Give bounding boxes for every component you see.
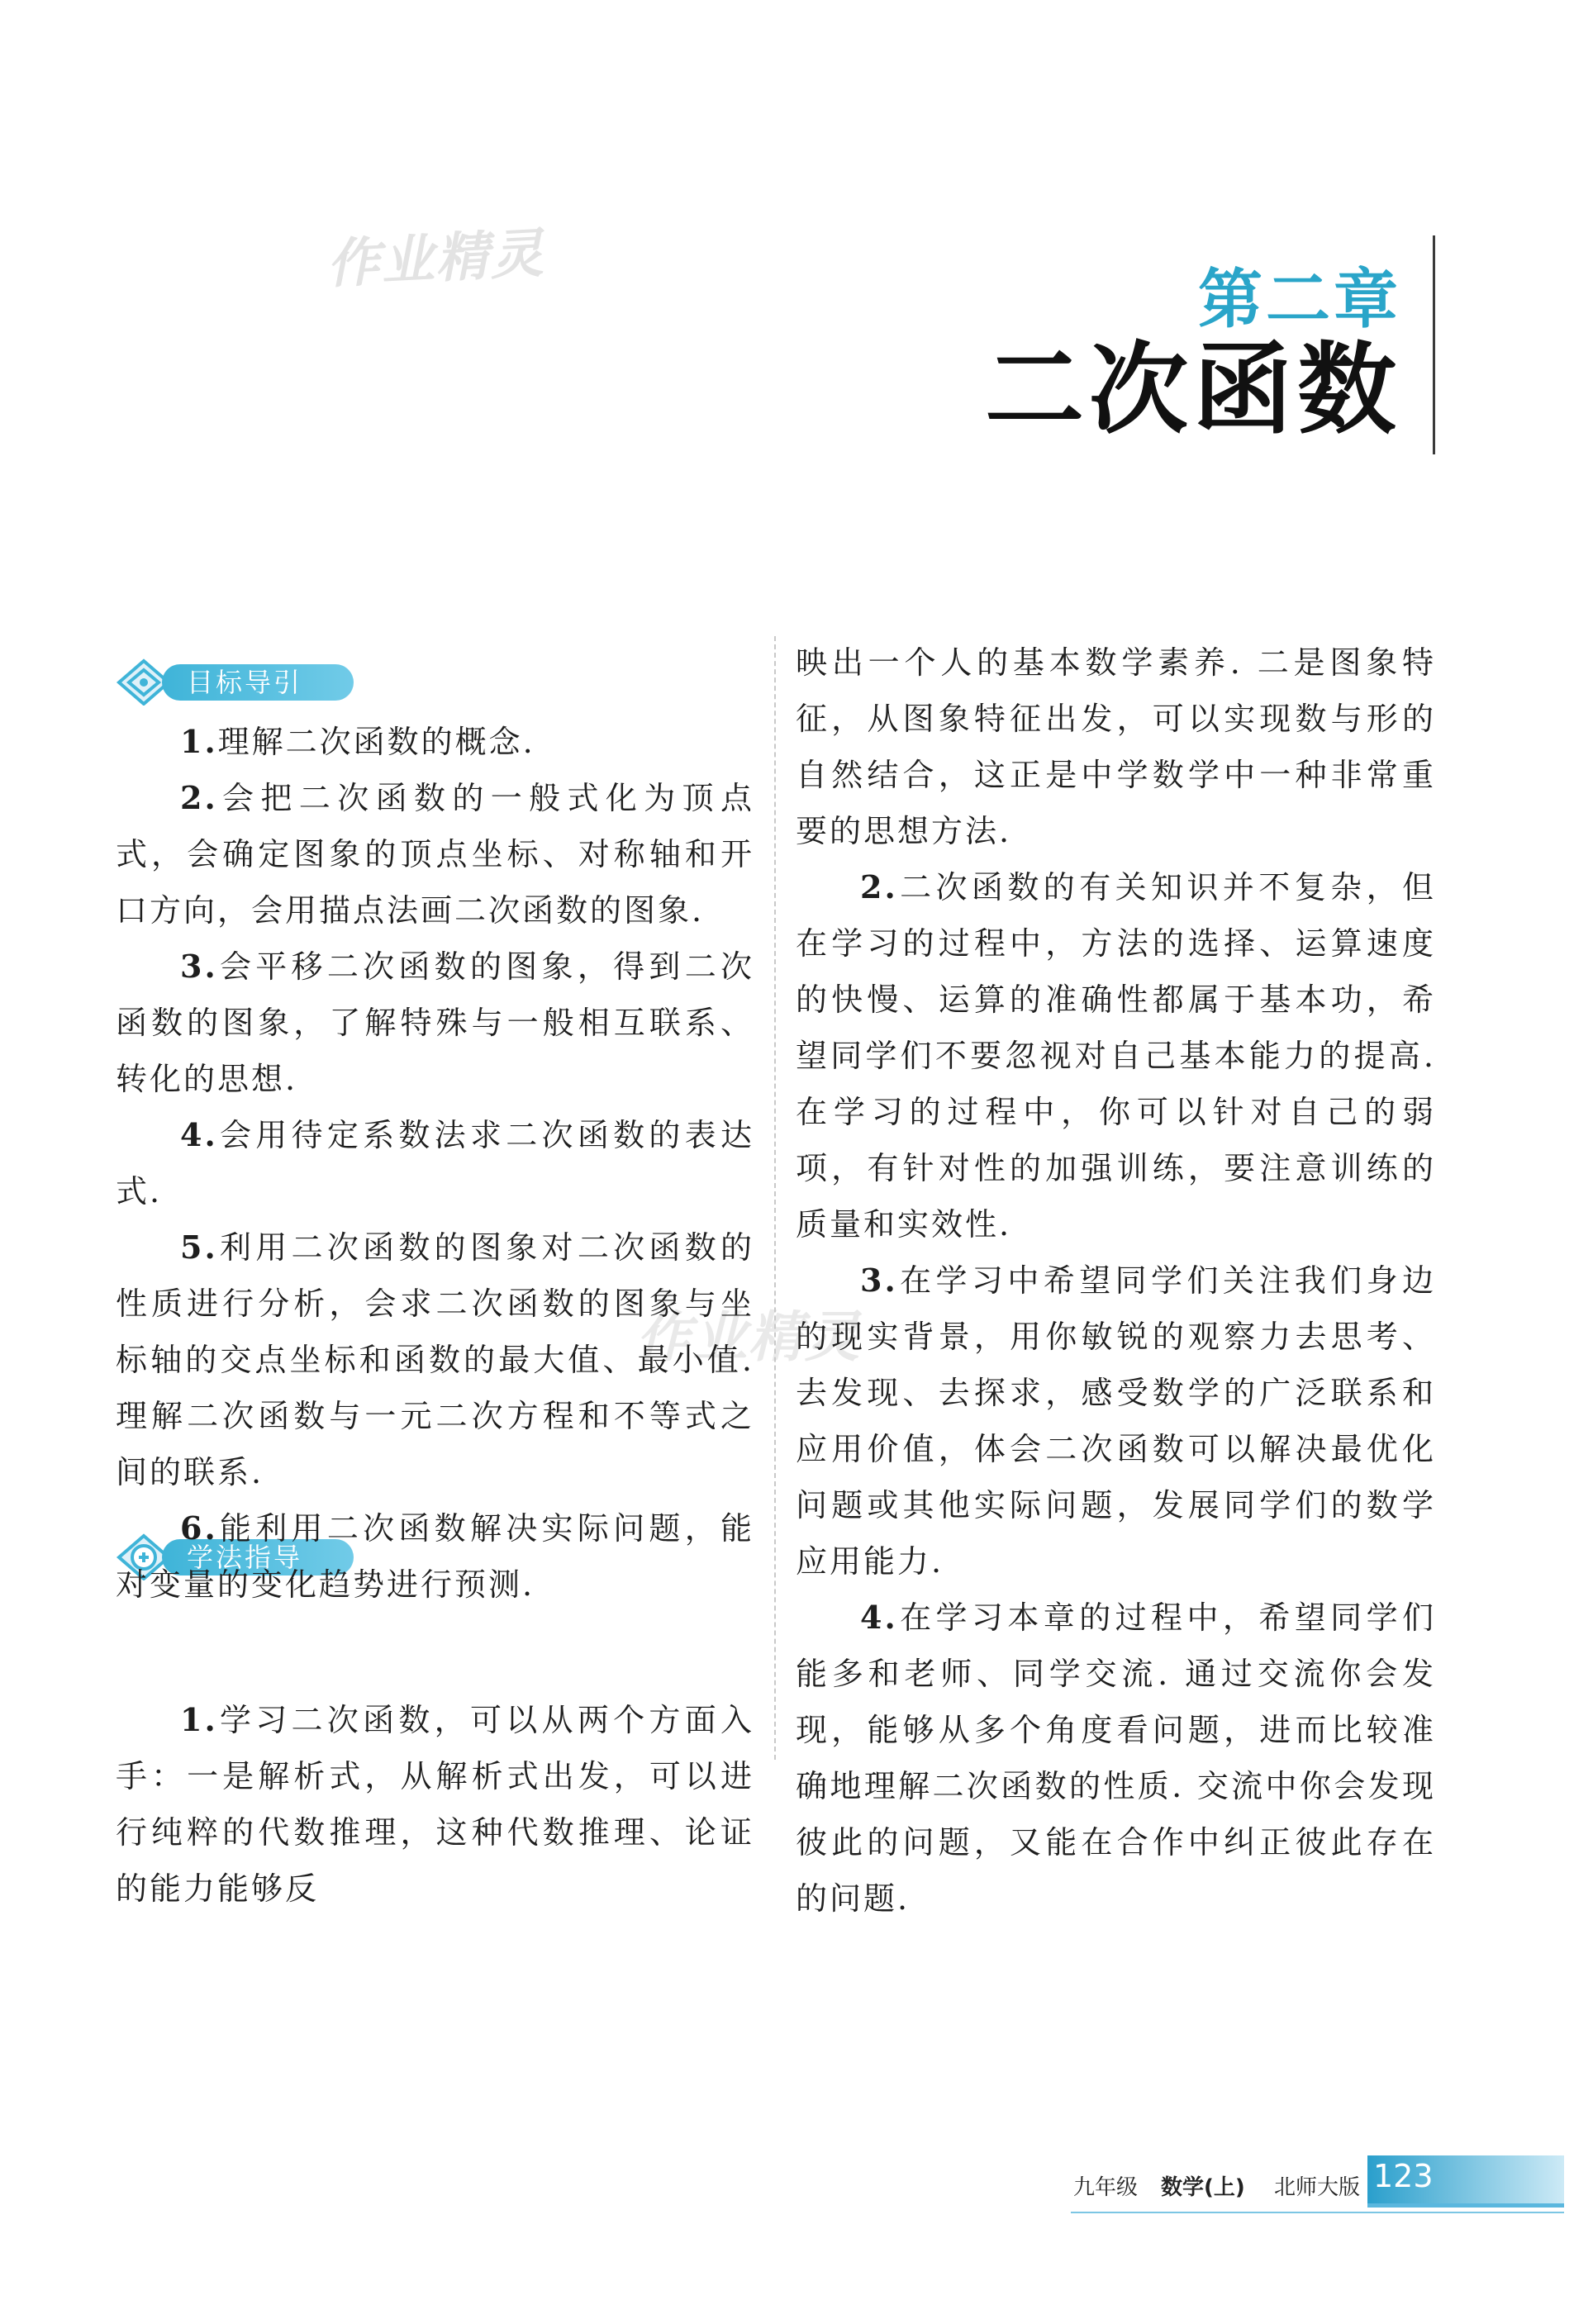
watermark-middle: 作业精灵: [636, 1305, 861, 1369]
chapter-number: 第二章: [1197, 263, 1401, 337]
section-gap: [116, 1613, 754, 1692]
goal-item: 3.会平移二次函数的图象，得到二次函数的图象，了解特殊与一般相互联系、转化的思想.: [116, 948, 754, 1097]
goal-item: 1.理解二次函数的概念.: [180, 723, 535, 760]
goal-item: 6.能利用二次函数解决实际问题，能对变量的变化趋势进行预测.: [116, 1509, 754, 1603]
chapter-title: 二次函数: [985, 331, 1401, 448]
method-item: 1.学习二次函数，可以从两个方面入手：一是解析式，从解析式出发，可以进行纯粹的代数推理，这种代数推理、论证的能力能够反: [116, 1701, 754, 1907]
goal-item: 2.会把二次函数的一般式化为顶点式，会确定图象的顶点坐标、对称轴和开口方向，会用描点法画二次函数的图象.: [116, 779, 754, 929]
section-label-methods: 学法指导: [162, 1539, 354, 1575]
footer-grade: 九年级: [1073, 2175, 1139, 2200]
watermark-top: 作业精灵: [325, 223, 547, 296]
footer-edition: 北师大版: [1274, 2175, 1361, 2200]
goal-item: 4.会用待定系数法求二次函数的表达式.: [116, 1116, 754, 1210]
page-number: 123: [1373, 2158, 1434, 2194]
section-label-goals: 目标导引: [162, 664, 354, 701]
left-column: [116, 714, 754, 1917]
method-item-continued: 映出一个人的基本数学素养. 二是图象特征，从图象特征出发，可以实现数与形的自然结合，这正是中学数学中一种非常重要的思想方法.: [796, 644, 1436, 849]
method-item: 3.在学习中希望同学们关注我们身边的现实背景，用你敏锐的观察力去思考、去发现、去探求，感受数学的广泛联系和应用价值，体会二次函数可以解决最优化问题或其他实际问题，发展同学们的数学应用能力.: [796, 1262, 1436, 1580]
footer-subject: 数学(上): [1161, 2175, 1245, 2200]
footer-rule-accent: [1367, 2203, 1564, 2208]
method-item: 2.二次函数的有关知识并不复杂，但在学习的过程中，方法的选择、运算速度的快慢、运算的准确性都属于基本功，希望同学们不要忽视对自己基本能力的提高. 在学习的过程中，你可以针对自己的弱项，有针对性的加强训练，要注意训练的质量和实效性.: [796, 868, 1436, 1243]
footer-rule: [1071, 2212, 1564, 2213]
right-column: [796, 634, 1436, 1927]
goal-item: 5.利用二次函数的图象对二次函数的性质进行分析，会求二次函数的图象与坐标轴的交点坐标和函数的最大值、最小值. 理解二次函数与一元二次方程和不等式之间的联系.: [116, 1229, 754, 1490]
column-divider: [774, 636, 776, 1760]
title-vertical-rule: [1433, 235, 1435, 454]
method-item: 4.在学习本章的过程中，希望同学们能多和老师、同学交流. 通过交流你会发现，能够从多个角度看问题，进而比较准确地理解二次函数的性质. 交流中你会发现彼此的问题，又能在合作中纠正彼此存在的问题.: [796, 1599, 1436, 1917]
